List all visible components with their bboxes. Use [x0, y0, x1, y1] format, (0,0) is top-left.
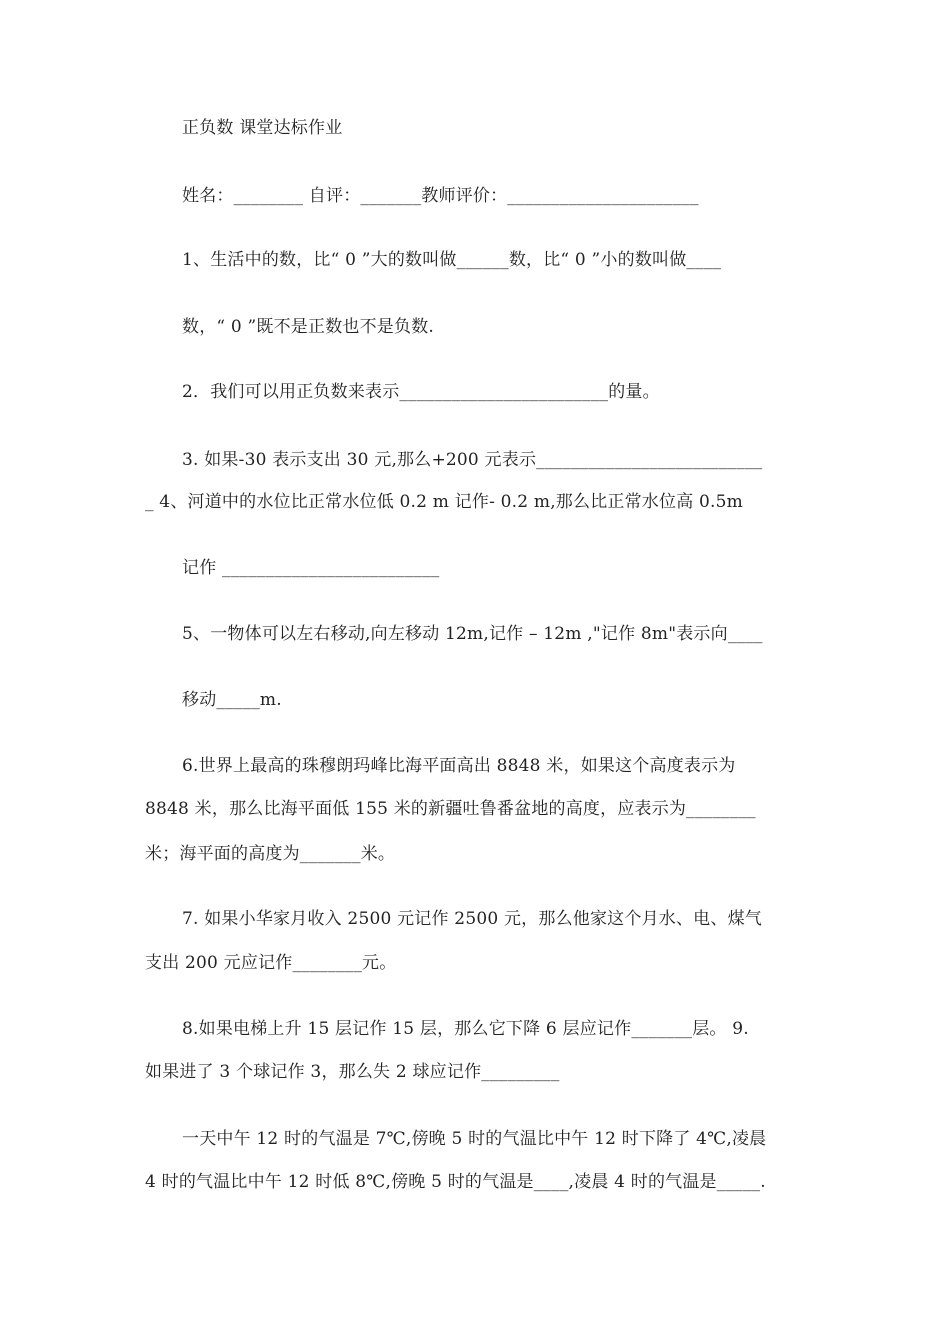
- question-1-line-1: 1、生活中的数，比“ 0 ”大的数叫做______数，比“ 0 ”小的数叫做____: [182, 250, 722, 270]
- question-7-line-1: 7. 如果小华家月收入 2500 元记作 2500 元，那么他家这个月水、电、煤气: [182, 909, 762, 929]
- question-4-line-1: _ 4、河道中的水位比正常水位低 0.2 m 记作- 0.2 m,那么比正常水位高 0.5m: [145, 492, 743, 512]
- question-1-line-2: 数，“ 0 ”既不是正数也不是负数.: [182, 317, 435, 337]
- question-9-line: 如果进了 3 个球记作 3，那么失 2 球应记作_________: [145, 1062, 560, 1082]
- question-2: 2．我们可以用正负数来表示________________________的量。: [182, 382, 660, 402]
- question-5-line-1: 5、一物体可以左右移动,向左移动 12m,记作 – 12m ,"记作 8m"表示向____: [182, 624, 763, 644]
- worksheet-title: 正负数 课堂达标作业: [182, 118, 343, 138]
- question-6-line-3: 米；海平面的高度为_______米。: [145, 844, 396, 864]
- question-5-line-2: 移动_____m.: [182, 690, 282, 710]
- question-7-line-2: 支出 200 元应记作________元。: [145, 953, 397, 973]
- question-6-line-2: 8848 米，那么比海平面低 155 米的新疆吐鲁番盆地的高度，应表示为________: [145, 799, 756, 819]
- question-8-line-1: 8.如果电梯上升 15 层记作 15 层，那么它下降 6 层应记作_______层。 9.: [182, 1019, 749, 1039]
- question-6-line-1: 6.世界上最高的珠穆朗玛峰比海平面高出 8848 米，如果这个高度表示为: [182, 756, 736, 776]
- question-10-line-1: 一天中午 12 时的气温是 7℃,傍晚 5 时的气温比中午 12 时下降了 4℃,凌晨: [182, 1129, 767, 1149]
- student-info-line: 姓名：________ 自评：_______教师评价：______________________: [182, 186, 699, 206]
- question-10-line-2: 4 时的气温比中午 12 时低 8℃,傍晚 5 时的气温是____,凌晨 4 时的气温是_____.: [145, 1172, 766, 1192]
- question-3: 3. 如果-30 表示支出 30 元,那么+200 元表示__________________________: [182, 450, 763, 470]
- question-4-line-2: 记作 _________________________: [182, 558, 440, 578]
